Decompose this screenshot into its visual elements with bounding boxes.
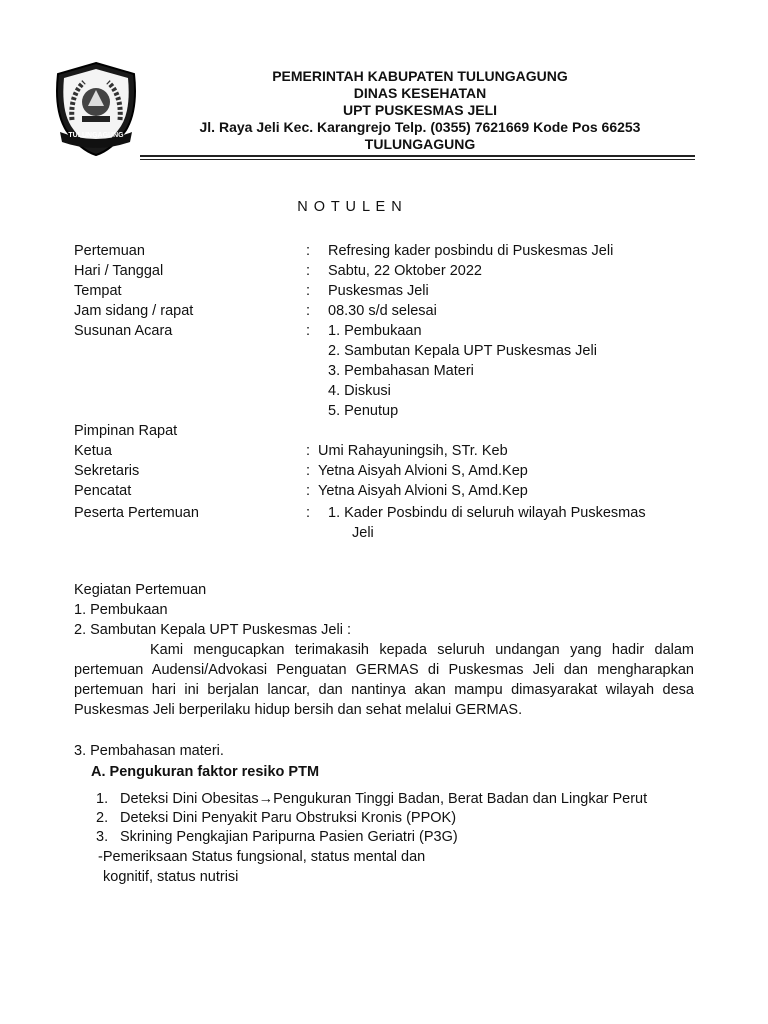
agenda-item: 5. Penutup <box>328 403 399 419</box>
value-jam: 08.30 s/d selesai <box>328 303 437 319</box>
logo-caption: TULUNGAGUNG <box>68 132 124 139</box>
label-ketua: Ketua <box>74 443 112 459</box>
value-peserta-cont: Jeli <box>352 525 374 541</box>
list-number: 3. <box>96 829 109 845</box>
label-pimpinan: Pimpinan Rapat <box>74 423 178 439</box>
colon: : <box>306 483 311 499</box>
list-item: Skrining Pengkajian Paripurna Pasien Geriatri (P3G) <box>120 829 458 845</box>
regency-logo <box>50 60 142 158</box>
agenda-item: 3. Pembahasan Materi <box>328 363 474 379</box>
colon: : <box>306 443 311 459</box>
value-peserta: 1. Kader Posbindu di seluruh wilayah Puskesmas <box>328 505 646 521</box>
label-jam: Jam sidang / rapat <box>74 303 194 319</box>
header-unit: UPT PUSKESMAS JELI <box>342 102 498 118</box>
agenda-item: 2. Sambutan Kepala UPT Puskesmas Jeli <box>328 343 597 359</box>
list-item: Deteksi Dini Penyakit Paru Obstruksi Kronis (PPOK) <box>120 810 457 826</box>
header-government: PEMERINTAH KABUPATEN TULUNGAGUNG <box>272 68 568 84</box>
note-line: kognitif, status nutrisi <box>103 869 239 885</box>
label-tempat: Tempat <box>74 283 122 299</box>
label-pertemuan: Pertemuan <box>74 243 145 259</box>
sub-heading: A. Pengukuran faktor resiko PTM <box>91 764 320 780</box>
header-rule-thick <box>140 155 695 157</box>
value-pencatat: Yetna Aisyah Alvioni S, Amd.Kep <box>318 483 528 499</box>
colon: : <box>306 263 311 279</box>
value-hari: Sabtu, 22 Oktober 2022 <box>328 263 482 279</box>
colon: : <box>306 505 311 521</box>
list-number: 1. <box>96 791 109 807</box>
label-pencatat: Pencatat <box>74 483 132 499</box>
speech-paragraph-first: Kami mengucapkan terimakasih kepada seluruh undangan yang hadir dalam <box>150 642 694 658</box>
activity-item: 2. Sambutan Kepala UPT Puskesmas Jeli : <box>74 622 351 638</box>
agenda-item: 4. Diskusi <box>328 383 391 399</box>
activity-item: 3. Pembahasan materi. <box>74 743 224 759</box>
document-title: N O T U L E N <box>297 199 403 215</box>
agenda-item: 1. Pembukaan <box>328 323 422 339</box>
value-pertemuan: Refresing kader posbindu di Puskesmas Jeli <box>328 243 614 259</box>
label-acara: Susunan Acara <box>74 323 173 339</box>
header-rule-thin <box>140 159 695 160</box>
colon: : <box>306 463 311 479</box>
list-number: 2. <box>96 810 109 826</box>
label-peserta: Peserta Pertemuan <box>74 505 199 521</box>
colon: : <box>306 283 311 299</box>
label-sekretaris: Sekretaris <box>74 463 140 479</box>
label-hari: Hari / Tanggal <box>74 263 164 279</box>
section-heading: Kegiatan Pertemuan <box>74 582 207 598</box>
header-address: Jl. Raya Jeli Kec. Karangrejo Telp. (0355) 7621669 Kode Pos 66253 <box>199 119 641 135</box>
value-tempat: Puskesmas Jeli <box>328 283 429 299</box>
speech-paragraph: pertemuan Audensi/Advokasi Penguatan GERMAS di Puskesmas Jeli dan mengharapkan pertemuan hari ini berjalan lancar, dan nantinya akan mampu dimasyarakat wilayah desa Puskesmas Jeli berperilaku hidup bersih dan sehat melalui GERMAS. <box>74 662 694 718</box>
value-ketua: Umi Rahayuningsih, STr. Keb <box>318 443 508 459</box>
header-city: TULUNGAGUNG <box>364 136 476 152</box>
colon: : <box>306 243 311 259</box>
colon: : <box>306 303 311 319</box>
list-item-text: Pengukuran Tinggi Badan, Berat Badan dan Lingkar Perut <box>273 791 648 807</box>
activity-item: 1. Pembukaan <box>74 602 168 618</box>
colon: : <box>306 323 311 339</box>
list-item <box>120 789 647 809</box>
list-item-text: Deteksi Dini Obesitas <box>120 791 259 807</box>
note-line: -Pemeriksaan Status fungsional, status mental dan <box>98 849 426 865</box>
arrow-right-icon: → <box>258 791 274 807</box>
header-agency: DINAS KESEHATAN <box>353 85 487 101</box>
value-sekretaris: Yetna Aisyah Alvioni S, Amd.Kep <box>318 463 528 479</box>
